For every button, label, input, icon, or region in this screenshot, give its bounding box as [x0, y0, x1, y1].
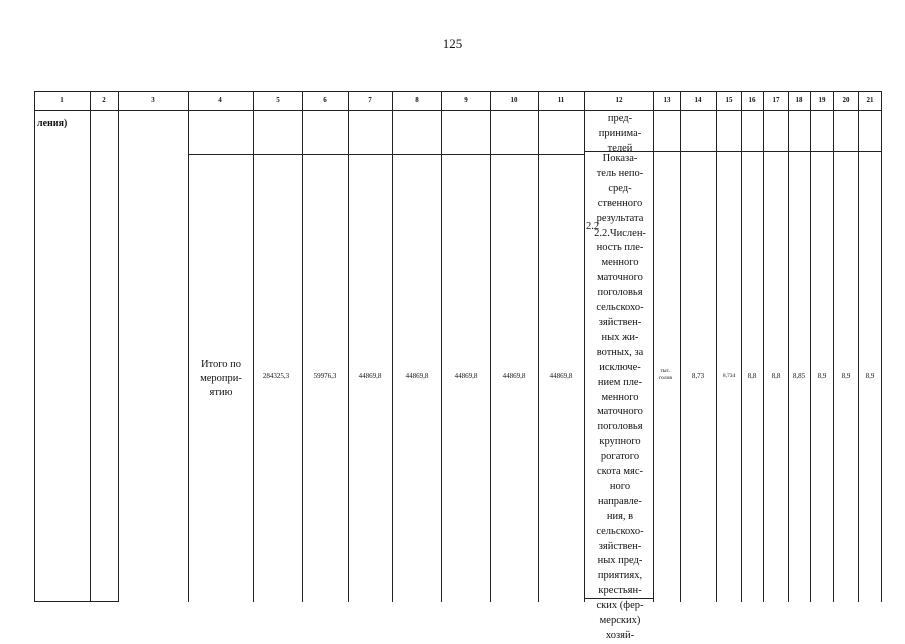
main-row-col14: 8,73 [691, 372, 705, 380]
header-col-2: 2 [102, 96, 106, 104]
main-row-col15: 8,734 [722, 373, 736, 379]
header-col-8: 8 [415, 96, 419, 104]
main-row-col10: 44869,8 [502, 372, 526, 380]
header-col-4: 4 [218, 96, 222, 104]
main-row-col5: 284325,3 [262, 372, 290, 380]
header-col-9: 9 [464, 96, 468, 104]
header-col-6: 6 [323, 96, 327, 104]
header-col-11: 11 [557, 96, 565, 104]
header-col-1: 1 [60, 96, 64, 104]
continued-row-col12-text: пред- принима- телей [598, 113, 642, 154]
main-row-col7: 44869,8 [358, 372, 382, 380]
header-col-5: 5 [276, 96, 280, 104]
header-col-13: 13 [663, 96, 671, 104]
header-col-16: 16 [748, 96, 756, 104]
main-row-col17: 8,8 [771, 372, 781, 380]
main-row-col18: 8,85 [792, 372, 806, 380]
header-col-12: 12 [615, 96, 623, 104]
header-col-7: 7 [368, 96, 372, 104]
header-col-15: 15 [725, 96, 733, 104]
main-row-col4 [192, 358, 250, 400]
main-row-col6: 59976,3 [313, 372, 337, 380]
main-row-col13-text: тыс. голов [659, 368, 672, 381]
main-row-col20: 8,9 [841, 372, 851, 380]
main-row-col8: 44869,8 [405, 372, 429, 380]
page-number: 125 [442, 36, 463, 51]
main-row-col9: 44869,8 [454, 372, 478, 380]
header-col-14: 14 [694, 96, 702, 104]
header-col-10: 10 [510, 96, 518, 104]
main-row-col11: 44869,8 [549, 372, 573, 380]
header-col-17: 17 [772, 96, 780, 104]
main-row-col13 [653, 368, 678, 382]
header-col-19: 19 [818, 96, 826, 104]
main-row-col12-overlay: 2.2 [586, 221, 600, 232]
header-col-20: 20 [842, 96, 850, 104]
header-col-18: 18 [795, 96, 803, 104]
main-row-col4-text: Итого по меропри- ятию [200, 359, 242, 398]
main-row-col19: 8,9 [817, 372, 827, 380]
continued-row-col1: ления) [37, 118, 68, 129]
continued-row-col12 [588, 112, 652, 157]
main-row-col16: 8,8 [747, 372, 757, 380]
header-col-21: 21 [866, 96, 874, 104]
header-col-3: 3 [151, 96, 155, 104]
main-row-col21: 8,9 [865, 372, 875, 380]
main-row-col12-text: Показа- тель непо- сред- ственного результата 2.2.Числен- ность пле- менного маточного поголовья сельскохо- зяйствен- ных жи- вотных, за исключе- нием пле- менного маточного поголовья крупного рогатого скота мяс- ного направле- ния, в сельскохо- зяйствен- ных пред- приятиях, крестьян- ских (фер- мерских) хозяй- [594, 153, 646, 641]
